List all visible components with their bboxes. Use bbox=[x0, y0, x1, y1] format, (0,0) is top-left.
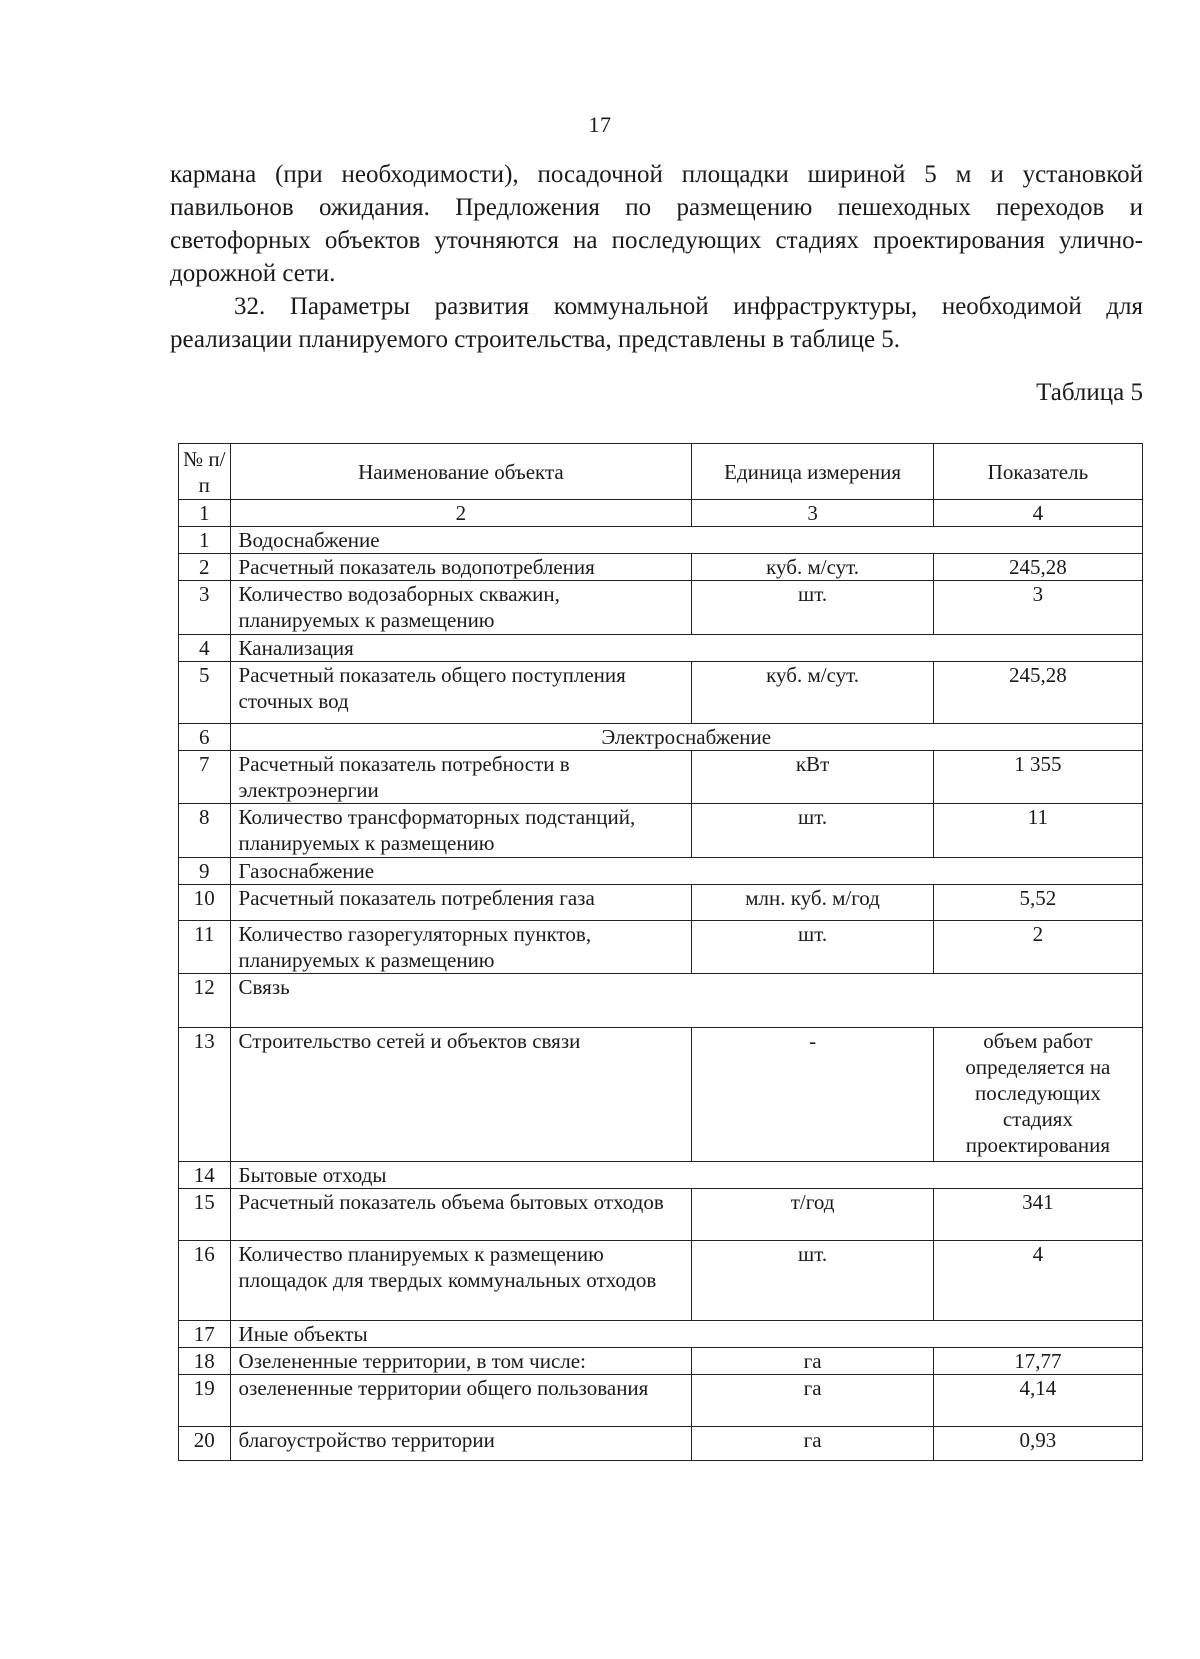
header-row bbox=[179, 444, 1143, 500]
paragraph-1: кармана (при необходимости), посадочной площадки шириной 5 м и установкой павильонов ожидания. Предложения по размещению пешеходных переходов и светофорных объектов уточняются на последующих стадиях проектирования улично-дорожной сети. bbox=[170, 161, 1143, 287]
object-name: Озелененные территории, в том числе: bbox=[230, 1348, 692, 1375]
table-row bbox=[179, 1162, 1143, 1189]
page-number: 17 bbox=[588, 112, 612, 137]
object-name: Расчетный показатель потребления газа bbox=[230, 885, 692, 921]
section-title: Связь bbox=[230, 974, 1142, 1028]
row-number: 18 bbox=[179, 1348, 231, 1375]
object-name: Количество газорегуляторных пунктов, планируемых к размещению bbox=[230, 921, 692, 974]
indicator-value: 0,93 bbox=[933, 1427, 1142, 1461]
object-name: Расчетный показатель потребности в электроэнергии bbox=[230, 751, 692, 804]
unit-of-measure: - bbox=[692, 1028, 934, 1162]
object-name: благоустройство территории bbox=[230, 1427, 692, 1461]
column-number: 1 bbox=[179, 500, 231, 527]
row-number: 15 bbox=[179, 1189, 231, 1241]
table-row bbox=[179, 885, 1143, 921]
indicator-value: 341 bbox=[933, 1189, 1142, 1241]
section-title: Бытовые отходы bbox=[230, 1162, 1142, 1189]
column-number-row bbox=[179, 500, 1143, 527]
table-row bbox=[179, 527, 1143, 554]
table-row bbox=[179, 1348, 1143, 1375]
table-row bbox=[179, 662, 1143, 724]
header-unit: Единица измерения bbox=[692, 444, 934, 500]
row-number: 10 bbox=[179, 885, 231, 921]
row-number: 11 bbox=[179, 921, 231, 974]
indicator-value: 11 bbox=[933, 804, 1142, 858]
table-row bbox=[179, 1321, 1143, 1348]
table-row bbox=[179, 1241, 1143, 1321]
indicator-value: 17,77 bbox=[933, 1348, 1142, 1375]
indicator-value: 245,28 bbox=[933, 554, 1142, 581]
unit-of-measure: т/год bbox=[692, 1189, 934, 1241]
row-number: 2 bbox=[179, 554, 231, 581]
unit-of-measure: шт. bbox=[692, 921, 934, 974]
unit-of-measure: га bbox=[692, 1348, 934, 1375]
indicator-value: 2 bbox=[933, 921, 1142, 974]
row-number: 8 bbox=[179, 804, 231, 858]
section-title: Иные объекты bbox=[230, 1321, 1142, 1348]
unit-of-measure: млн. куб. м/год bbox=[692, 885, 934, 921]
indicator-value: объем работ определяется на последующих стадиях проектирования bbox=[933, 1028, 1142, 1162]
object-name: озелененные территории общего пользования bbox=[230, 1375, 692, 1427]
table-row bbox=[179, 554, 1143, 581]
column-number: 4 bbox=[933, 500, 1142, 527]
table-row bbox=[179, 751, 1143, 804]
indicator-value: 3 bbox=[933, 581, 1142, 635]
unit-of-measure: га bbox=[692, 1375, 934, 1427]
object-name: Количество водозаборных скважин, планируемых к размещению bbox=[230, 581, 692, 635]
table-row bbox=[179, 724, 1143, 751]
unit-of-measure: шт. bbox=[692, 1241, 934, 1321]
header-name: Наименование объекта bbox=[230, 444, 692, 500]
table-row bbox=[179, 1375, 1143, 1427]
table-row bbox=[179, 974, 1143, 1028]
row-number: 16 bbox=[179, 1241, 231, 1321]
unit-of-measure: шт. bbox=[692, 804, 934, 858]
object-name: Расчетный показатель водопотребления bbox=[230, 554, 692, 581]
table-row bbox=[179, 635, 1143, 662]
row-number: 20 bbox=[179, 1427, 231, 1461]
table-row bbox=[179, 1189, 1143, 1241]
indicator-value: 245,28 bbox=[933, 662, 1142, 724]
object-name: Расчетный показатель общего поступления сточных вод bbox=[230, 662, 692, 724]
table-row bbox=[179, 1028, 1143, 1162]
unit-of-measure: кВт bbox=[692, 751, 934, 804]
unit-of-measure: га bbox=[692, 1427, 934, 1461]
row-number: 13 bbox=[179, 1028, 231, 1162]
unit-of-measure: куб. м/сут. bbox=[692, 662, 934, 724]
indicator-value: 5,52 bbox=[933, 885, 1142, 921]
column-number: 2 bbox=[230, 500, 692, 527]
row-number: 1 bbox=[179, 527, 231, 554]
indicator-value: 4 bbox=[933, 1241, 1142, 1321]
row-number: 9 bbox=[179, 858, 231, 885]
table-label: Таблица 5 bbox=[1036, 379, 1143, 406]
row-number: 19 bbox=[179, 1375, 231, 1427]
object-name: Расчетный показатель объема бытовых отходов bbox=[230, 1189, 692, 1241]
row-number: 17 bbox=[179, 1321, 231, 1348]
row-number: 3 bbox=[179, 581, 231, 635]
row-number: 4 bbox=[179, 635, 231, 662]
header-value: Показатель bbox=[933, 444, 1142, 500]
section-title: Газоснабжение bbox=[230, 858, 1142, 885]
section-title: Канализация bbox=[230, 635, 1142, 662]
table-row bbox=[179, 858, 1143, 885]
paragraph-2: 32. Параметры развития коммунальной инфраструктуры, необходимой для реализации планируемого строительства, представлены в таблице 5. bbox=[170, 293, 1143, 353]
table-row bbox=[179, 1427, 1143, 1461]
table-body bbox=[179, 527, 1143, 1461]
section-title: Водоснабжение bbox=[230, 527, 1142, 554]
unit-of-measure: куб. м/сут. bbox=[692, 554, 934, 581]
table-row bbox=[179, 804, 1143, 858]
object-name: Строительство сетей и объектов связи bbox=[230, 1028, 692, 1162]
table-header bbox=[179, 444, 1143, 527]
table-row bbox=[179, 581, 1143, 635]
infrastructure-table bbox=[178, 443, 1143, 1461]
unit-of-measure: шт. bbox=[692, 581, 934, 635]
indicator-value: 4,14 bbox=[933, 1375, 1142, 1427]
object-name: Количество планируемых к размещению площадок для твердых коммунальных отходов bbox=[230, 1241, 692, 1321]
body-text bbox=[170, 158, 1143, 356]
indicator-value: 1 355 bbox=[933, 751, 1142, 804]
header-num: № п/п bbox=[179, 444, 231, 500]
column-number: 3 bbox=[692, 500, 934, 527]
row-number: 12 bbox=[179, 974, 231, 1028]
section-title: Электроснабжение bbox=[230, 724, 1142, 751]
row-number: 6 bbox=[179, 724, 231, 751]
row-number: 14 bbox=[179, 1162, 231, 1189]
row-number: 5 bbox=[179, 662, 231, 724]
row-number: 7 bbox=[179, 751, 231, 804]
table-row bbox=[179, 921, 1143, 974]
object-name: Количество трансформаторных подстанций, планируемых к размещению bbox=[230, 804, 692, 858]
